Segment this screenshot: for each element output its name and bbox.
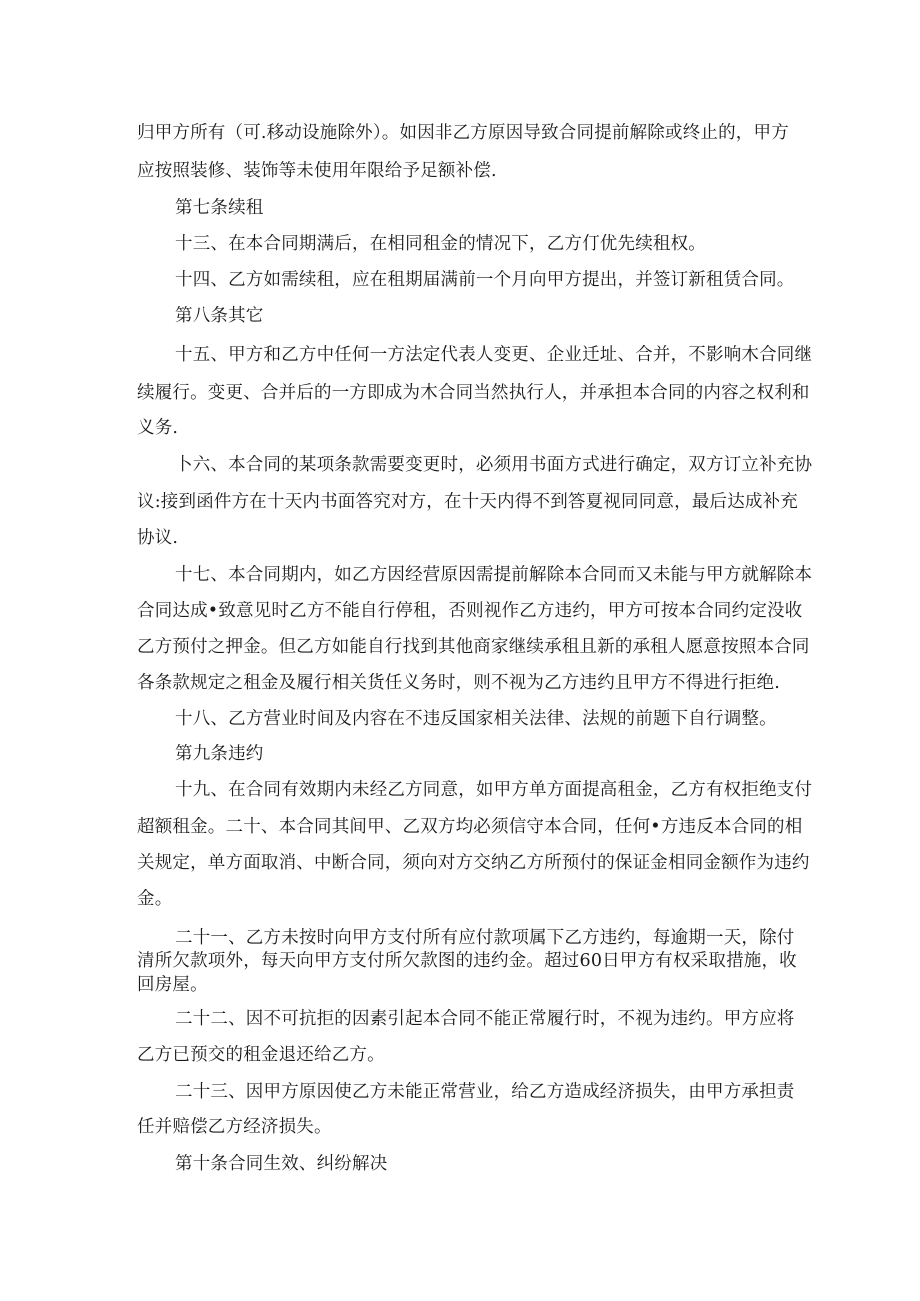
text-line-25: 回房屋。 — [137, 975, 208, 995]
text-line-15: 乙方预付之押金。但乙方如能自行找到其他商家继续承租且新的承租人愿意按照本合同 — [137, 637, 810, 657]
text-line-12: 协议. — [137, 528, 179, 548]
text-line-20: 超额租金。二十、本合同其间甲、乙双方均必须信守本合同，任何•方违反本合同的相 — [137, 817, 803, 837]
text-line-2: 应按照装修、装饰等未使用年限给予足额补偿. — [137, 161, 497, 181]
text-line-4: 十三、在本合同期满后，在相同租金的情况下，乙方仃优先续租权。 — [175, 234, 706, 254]
section-heading-10: 第十条合同生效、纠纷解决 — [175, 1154, 388, 1174]
text-line-14: 合同达成•致意见时乙方不能自行停租，否则视作乙方违约，甲方可按本合同约定没收 — [137, 601, 803, 621]
text-line-21: 关规定，单方面取消、中断合同，须向对方交纳乙方所预付的保证金相同金额作为违约 — [137, 853, 810, 873]
text-line-29: 任并赔偿乙方经济损失。 — [137, 1117, 332, 1137]
text-line-8: 续履行。变更、合并后的一方即成为木合同当然执行人，并承担本合同的内容之权利和 — [137, 383, 810, 403]
text-line-13: 十七、本合同期内，如乙方因经营原因需提前解除本合同而又未能与甲方就解除本 — [175, 565, 813, 585]
text-line-11: 议:接到函件方在十天内书面答究对方，在十天内得不到答夏视同同意，最后达成补充 — [137, 492, 798, 512]
text-line-5: 十四、乙方如需续租，应在租期届满前一个月向甲方提出，并签订新租赁合同。 — [175, 270, 795, 290]
text-line-28: 二十三、因甲方原因使乙方未能正常营业，给乙方造成经济损失，由甲方承担责 — [175, 1082, 795, 1102]
section-heading-7: 第七条续租 — [175, 198, 264, 218]
text-line-17: 十八、乙方营业时间及内容在不违反国家相关法律、法规的前题下自行调整。 — [175, 709, 777, 729]
text-line-1: 归甲方所有（可.移动设施除外）。如因非乙方原因导致合同提前解除或终止的，甲方 — [137, 123, 789, 143]
text-line-19: 十九、在合同有效期内未经乙方同意，如甲方单方面提高租金，乙方有权拒绝支付 — [175, 780, 813, 800]
text-line-24: 清所欠款项外，每天向甲方支付所欠款图的违约金。超过60日甲方有权采取措施，收 — [137, 951, 797, 971]
text-line-22: 金。 — [137, 889, 173, 909]
text-line-23: 二十一、乙方未按时向甲方支付所有应付款项属下乙方违约，每逾期一天，除付 — [175, 928, 795, 948]
text-line-26: 二十二、因不可抗拒的因素引起本合同不能正常履行时，不视为违约。甲方应将 — [175, 1009, 795, 1029]
text-line-7: 十五、甲方和乙方中任何一方法定代表人变更、企业迁址、合并，不影响木合同继 — [175, 345, 813, 365]
section-heading-8: 第八条其它 — [175, 306, 264, 326]
text-line-27: 乙方已预交的租金退还给乙方。 — [137, 1045, 385, 1065]
text-line-16: 各条款规定之租金及履行相关货任义务时，则不视为乙方违约且甲方不得进行拒绝. — [137, 673, 780, 693]
text-line-10: 卜六、本合同的某项条款需要变更时，必须用书面方式进行确定，双方订立补充协 — [175, 455, 813, 475]
text-line-9: 义务. — [137, 418, 179, 438]
section-heading-9: 第九条违约 — [175, 744, 264, 764]
